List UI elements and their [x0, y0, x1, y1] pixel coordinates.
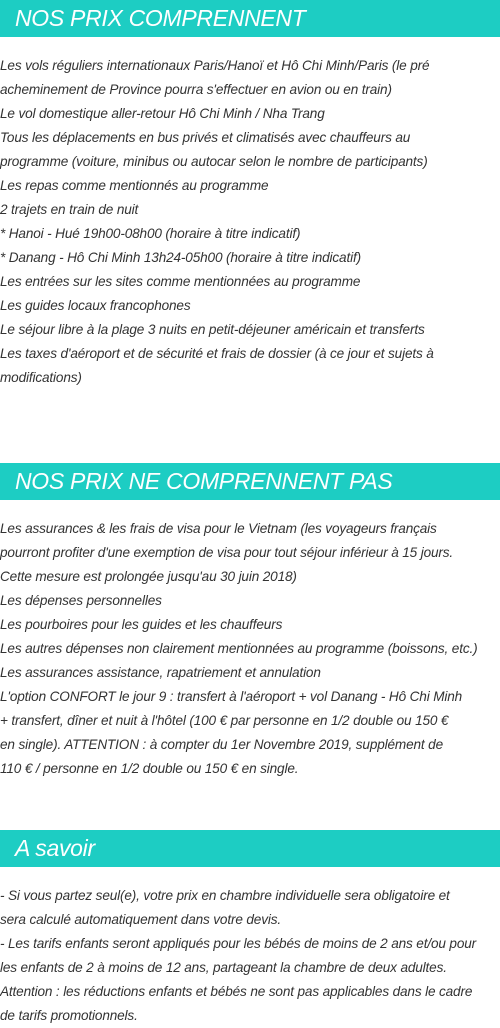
text-line: Le vol domestique aller-retour Hô Chi Minh / Nha Trang — [0, 106, 325, 121]
text-line: L'option CONFORT le jour 9 : transfert à l'aéroport + vol Danang - Hô Chi Minh — [0, 689, 463, 704]
text-line: Les taxes d'aéroport et de sécurité et frais de dossier (à ce jour et sujets à — [0, 346, 434, 361]
text-line: Les assurances assistance, rapatriement et annulation — [0, 665, 321, 680]
text-line: Les dépenses personnelles — [0, 593, 162, 608]
text-line: Les guides locaux francophones — [0, 298, 191, 313]
text-line: Attention : les réductions enfants et bébés ne sont pas applicables dans le cadre — [0, 984, 473, 999]
info-section — [0, 830, 500, 1028]
text-line: les enfants de 2 à moins de 12 ans, partageant la chambre de deux adultes. — [0, 960, 447, 975]
text-line: pourront profiter d'une exemption de visa pour tout séjour inférieur à 15 jours. — [0, 545, 454, 560]
text-line: + transfert, dîner et nuit à l'hôtel (100 € par personne en 1/2 double ou 150 € — [0, 713, 449, 728]
text-line: Les entrées sur les sites comme mentionnées au programme — [0, 274, 361, 289]
text-line: Les vols réguliers internationaux Paris/Hanoï et Hô Chi Minh/Paris (le pré — [0, 58, 430, 73]
text-line: 2 trajets en train de nuit — [0, 202, 139, 217]
text-line: de tarifs promotionnels. — [0, 1008, 138, 1023]
excluded-title: NOS PRIX NE COMPRENNENT PAS — [0, 463, 500, 500]
text-line: acheminement de Province pourra s'effectuer en avion ou en train) — [0, 82, 392, 97]
text-line: en single). ATTENTION : à compter du 1er Novembre 2019, supplément de — [0, 737, 443, 752]
text-line: modifications) — [0, 370, 82, 385]
text-line: Le séjour libre à la plage 3 nuits en petit-déjeuner américain et transferts — [0, 322, 425, 337]
text-line: Les assurances & les frais de visa pour le Vietnam (les voyageurs français — [0, 521, 437, 536]
included-title: NOS PRIX COMPRENNENT — [0, 0, 500, 37]
text-line: Les pourboires pour les guides et les chauffeurs — [0, 617, 283, 632]
text-line: sera calculé automatiquement dans votre devis. — [0, 912, 281, 927]
text-line: * Danang - Hô Chi Minh 13h24-05h00 (horaire à titre indicatif) — [0, 250, 361, 265]
included-list — [0, 54, 500, 390]
text-line: programme (voiture, minibus ou autocar selon le nombre de participants) — [0, 154, 428, 169]
text-line: * Hanoi - Hué 19h00-08h00 (horaire à titre indicatif) — [0, 226, 301, 241]
included-section — [0, 0, 500, 390]
excluded-list — [0, 517, 500, 781]
text-line: Les repas comme mentionnés au programme — [0, 178, 269, 193]
text-line: Les autres dépenses non clairement mentionnées au programme (boissons, etc.) — [0, 641, 478, 656]
excluded-section — [0, 463, 500, 781]
text-line: Tous les déplacements en bus privés et climatisés avec chauffeurs au — [0, 130, 411, 145]
text-line: Cette mesure est prolongée jusqu'au 30 juin 2018) — [0, 569, 297, 584]
text-line: - Si vous partez seul(e), votre prix en chambre individuelle sera obligatoire et — [0, 888, 450, 903]
text-line: 110 € / personne en 1/2 double ou 150 € en single. — [0, 761, 299, 776]
info-title: A savoir — [0, 830, 500, 867]
info-list — [0, 884, 500, 1028]
text-line: - Les tarifs enfants seront appliqués pour les bébés de moins de 2 ans et/ou pour — [0, 936, 477, 951]
